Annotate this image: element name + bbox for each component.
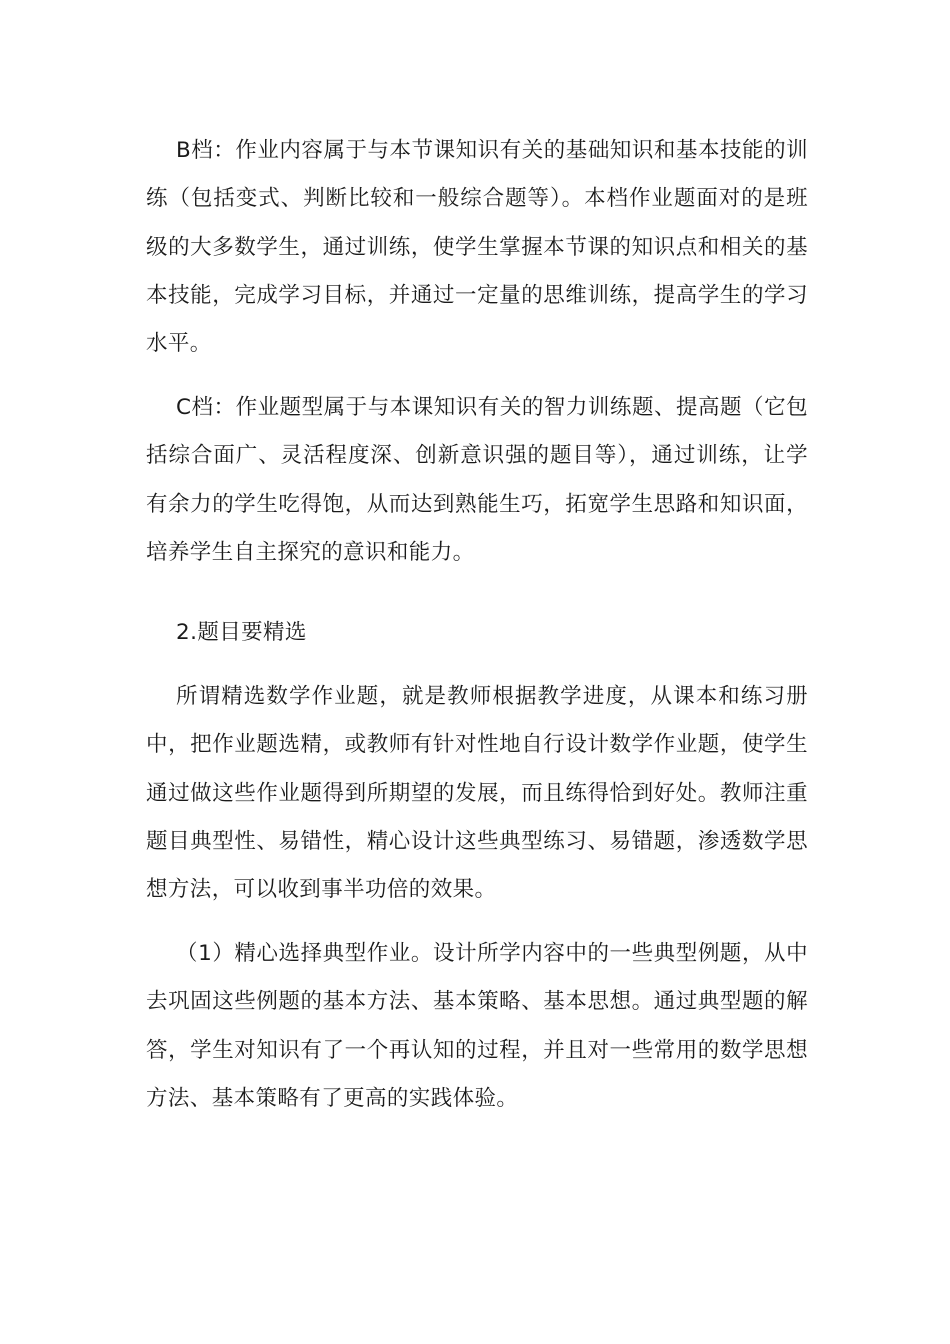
paragraph-selection: 所谓精选数学作业题，就是教师根据教学进度，从课本和练习册中，把作业题选精，或教师有针对性地自行设计数学作业题，使学生通过做这些作业题得到所期望的发展，而且练得恰到好处。教师注重题目典型性、易错性，精心设计这些典型练习、易错题，渗透数学思想方法，可以收到事半功倍的效果。 xyxy=(146,684,808,903)
paragraph-grade-c: C档：作业题型属于与本课知识有关的智力训练题、提高题（它包括综合面广、灵活程度深、创新意识强的题目等），通过训练，让学有余力的学生吃得饱，从而达到熟能生巧，拓宽学生思路和知识面，培养学生自主探究的意识和能力。 xyxy=(146,395,808,565)
paragraph-grade-b: B档：作业内容属于与本节课知识有关的基础知识和基本技能的训练（包括变式、判断比较和一般综合题等）。本档作业题面对的是班级的大多数学生，通过训练，使学生掌握本节课的知识点和相关的基本技能，完成学习目标，并通过一定量的思维训练，提高学生的学习水平。 xyxy=(146,138,808,357)
section-heading: 2.题目要精选 xyxy=(176,620,307,645)
paragraph-typical-homework: （1）精心选择典型作业。设计所学内容中的一些典型例题，从中去巩固这些例题的基本方法、基本策略、基本思想。通过典型题的解答，学生对知识有了一个再认知的过程，并且对一些常用的数学思想方法、基本策略有了更高的实践体验。 xyxy=(146,941,808,1111)
